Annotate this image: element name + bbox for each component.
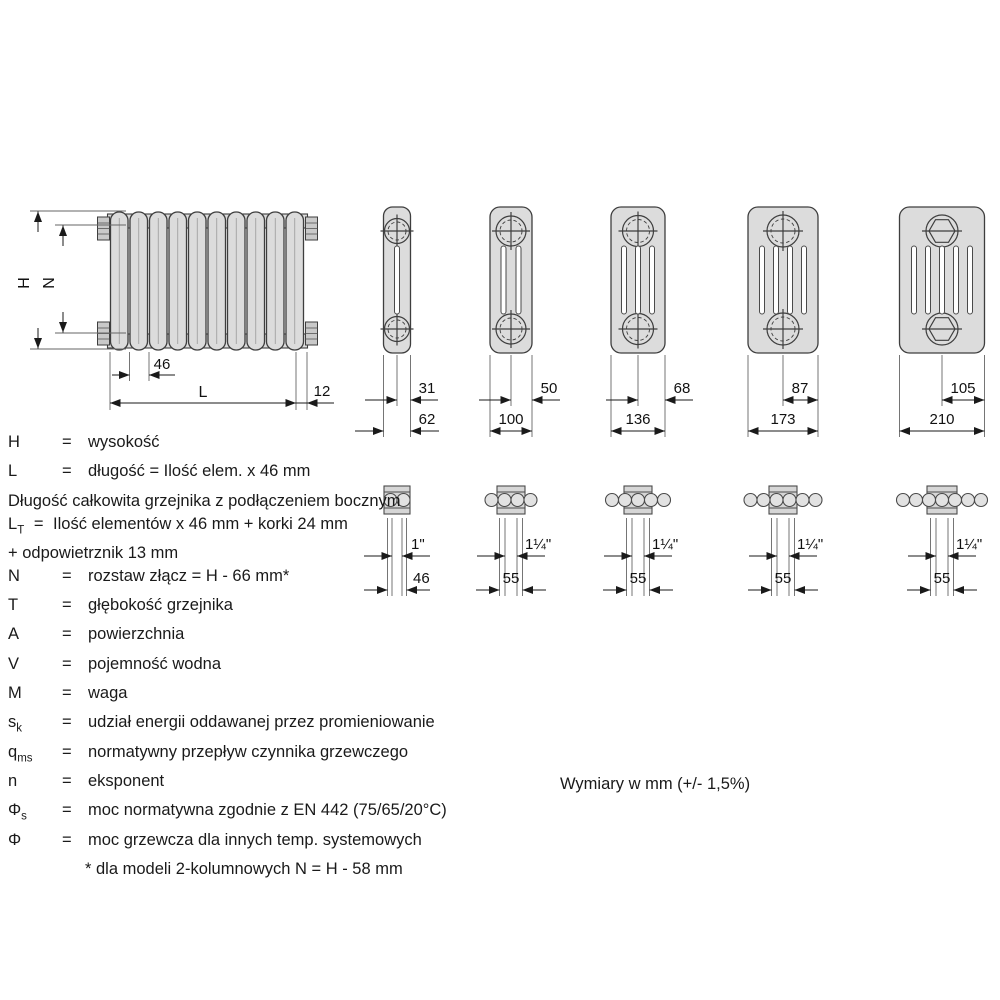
dim-label-1.25in: 1¼" <box>797 536 824 553</box>
legend-row-V: V = pojemność wodna <box>8 654 221 673</box>
connection-stub-top-right <box>306 217 318 240</box>
plan-view-4col <box>603 486 678 596</box>
legend-row-H: H = wysokość <box>8 433 160 451</box>
dim-label-46w: 46 <box>413 570 430 587</box>
dim-label-68: 68 <box>673 380 691 397</box>
dim-label-1.25in: 1¼" <box>652 536 679 553</box>
dim-label-62: 62 <box>418 411 436 428</box>
dim-label-50: 50 <box>540 380 558 397</box>
dim-label-55w: 55 <box>774 570 792 587</box>
dim-label-210: 210 <box>929 411 955 428</box>
legend-row-sk: $s_k$ = udział energii oddawanej przez promieniowanie <box>8 713 435 735</box>
dim-label-55w: 55 <box>629 570 647 587</box>
side-view-4col <box>606 207 693 437</box>
dim-label-L: L <box>198 384 208 401</box>
connection-stub-top-left <box>98 217 110 240</box>
side-view-3col <box>479 207 560 437</box>
dim-label-46: 46 <box>153 356 171 373</box>
radiator-elements <box>111 212 304 350</box>
legend-row-footnote: * dla modeli 2-kolumnowych N = H - 58 mm <box>85 859 403 878</box>
dim-label-100: 100 <box>498 411 524 428</box>
legend-row-n: n = eksponent <box>8 771 165 790</box>
side-view-2col <box>355 207 439 437</box>
legend-row-A: A = powierzchnia <box>8 625 185 644</box>
connection-stub-bottom-left <box>98 322 110 345</box>
side-view-6col <box>900 207 985 437</box>
legend-row-phi-s: $\Phi_s$ = moc normatywna zgodnie z EN 442 (75/65/20°C) <box>8 801 447 823</box>
dim-label-N: N <box>41 277 58 289</box>
dim-label-1.25in: 1¼" <box>525 536 552 553</box>
dimensions-tolerance-note: Wymiary w mm (+/- 1,5%) <box>560 775 751 793</box>
plan-view-5col <box>744 486 823 596</box>
legend-row-air-vent: + odpowietrznik 13 mm <box>8 543 179 562</box>
dim-label-173: 173 <box>770 411 796 428</box>
plan-view-6col <box>897 486 988 596</box>
dim-label-H: H <box>16 277 33 289</box>
legend <box>8 431 528 881</box>
dim-label-105: 105 <box>950 380 976 397</box>
pitch-dimension <box>110 352 175 410</box>
legend-row-M: M = waga <box>8 684 128 703</box>
legend-row-N: N = rozstaw złącz = H - 66 mm* <box>8 566 290 585</box>
side-view-5col <box>748 207 818 437</box>
dim-label-55w: 55 <box>933 570 951 587</box>
legend-row-T: T = głębokość grzejnika <box>8 596 233 615</box>
dim-label-55w: 55 <box>502 570 520 587</box>
legend-row-total-length-title: Długość całkowita grzejnika z podłączeniem bocznym <box>8 491 401 510</box>
dim-label-12: 12 <box>313 383 331 400</box>
dim-label-1.25in: 1¼" <box>956 536 983 553</box>
dim-label-1in: 1" <box>411 536 425 553</box>
end-offset-dimension <box>296 352 334 410</box>
legend-row-phi: Φ = moc grzewcza dla innych temp. systemowych <box>8 830 422 849</box>
dim-label-87: 87 <box>791 380 809 397</box>
connection-stub-bottom-right <box>306 322 318 345</box>
legend-row-qms: $q_{ms}$ = normatywny przepływ czynnika grzewczego <box>8 742 409 764</box>
front-view-radiator <box>16 211 334 410</box>
length-dimension <box>110 352 296 410</box>
dim-label-136: 136 <box>625 411 651 428</box>
legend-row-L: L = długość = Ilość elem. x 46 mm <box>8 462 311 481</box>
dim-label-31: 31 <box>418 380 436 397</box>
legend-row-LT: $L_T$ = Ilość elementów x 46 mm + korki 24 mm <box>8 514 348 536</box>
